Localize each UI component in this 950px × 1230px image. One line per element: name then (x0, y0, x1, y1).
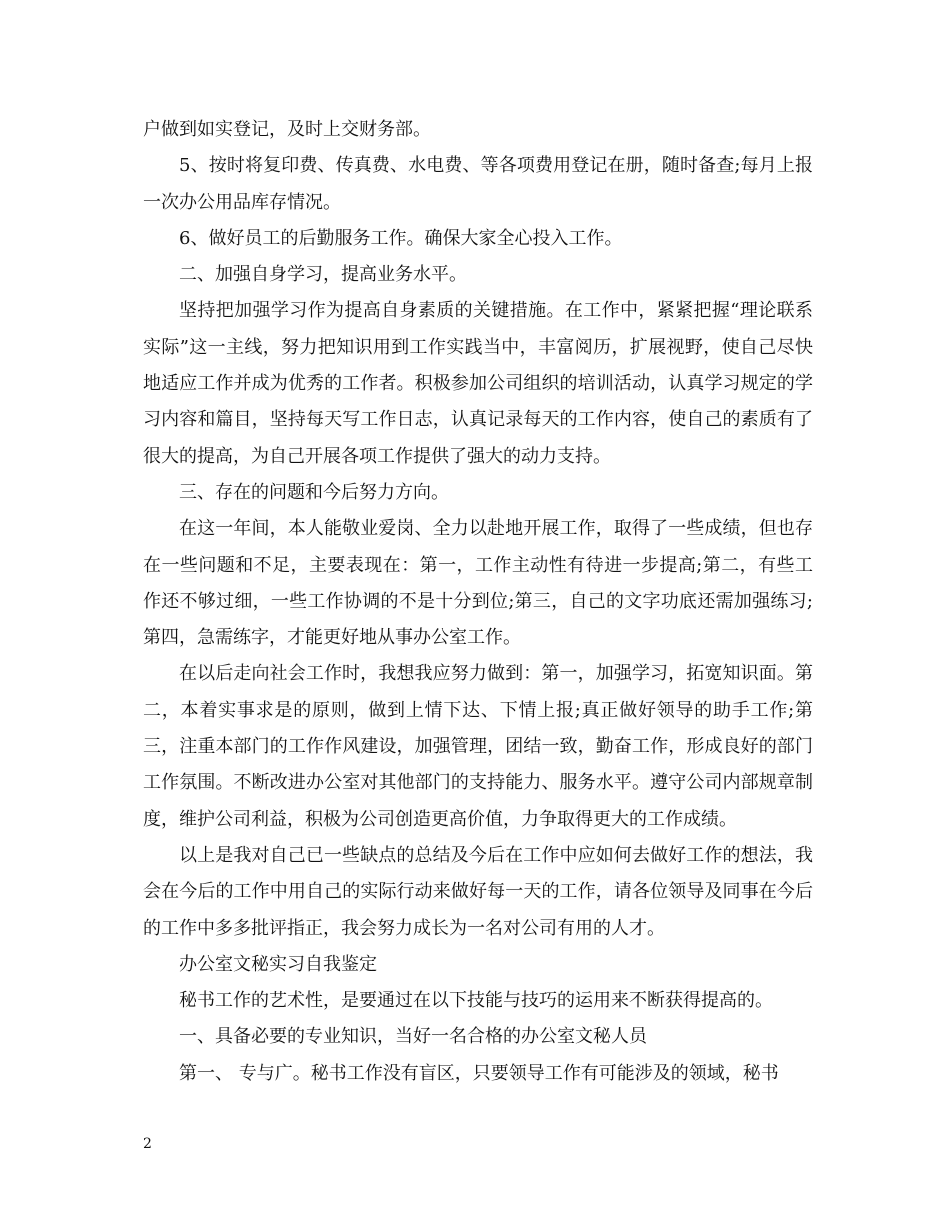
section-heading: 一、具备必要的专业知识，当好一名合格的办公室文秘人员 (179, 1026, 647, 1048)
document-title: 办公室文秘实习自我鉴定 (179, 953, 377, 975)
document-body (143, 112, 813, 1092)
paragraph: 秘书工作的艺术性，是要通过在以下技能与技巧的运用来不断获得提高的。 (179, 990, 773, 1012)
section-heading: 三、存在的问题和今后努力方向。 (179, 481, 449, 503)
paragraph: 坚持把加强学习作为提高自身素质的关键措施。在工作中，紧紧把握“理论联系实际”这一主线，努力把知识用到工作实践当中，丰富阅历，扩展视野，使自己尽快地适应工作并成为优秀的工作者。积极参加公司组织的培训活动，认真学习规定的学习内容和篇目，坚持每天写工作日志，认真记录每天的工作内容，使自己的素质有了很大的提高，为自己开展各项工作提供了强大的动力支持。 (143, 300, 813, 467)
paragraph: 第一、 专与广。秘书工作没有盲区，只要领导工作有可能涉及的领域，秘书 (179, 1062, 779, 1084)
paragraph: 以上是我对自己已一些缺点的总结及今后在工作中应如何去做好工作的想法，我会在今后的工作中用自己的实际行动来做好每一天的工作，请各位领导及同事在今后的工作中多多批评指正，我会努力成长为一名对公司有用的人才。 (143, 844, 813, 939)
section-heading: 二、加强自身学习，提高业务水平。 (179, 264, 467, 286)
paragraph: 在以后走向社会工作时，我想我应努力做到：第一，加强学习，拓宽知识面。第二，本着实事求是的原则，做到上情下达、下情上报;真正做好领导的助手工作;第三，注重本部门的工作作风建设，加强管理，团结一致，勤奋工作，形成良好的部门工作氛围。不断改进办公室对其他部门的支持能力、服务水平。遵守公司内部规章制度，维护公司利益，积极为公司创造更高价值，力争取得更大的工作成绩。 (143, 663, 813, 830)
paragraph: 户做到如实登记，及时上交财务部。 (143, 119, 431, 140)
page-number: 2 (143, 1136, 152, 1152)
paragraph: 5、按时将复印费、传真费、水电费、等各项费用登记在册，随时备查;每月上报一次办公用品库存情况。 (143, 155, 813, 213)
paragraph: 6、做好员工的后勤服务工作。确保大家全心投入工作。 (179, 227, 623, 249)
paragraph: 在这一年间，本人能敬业爱岗、全力以赴地开展工作，取得了一些成绩，但也存在一些问题和不足，主要表现在：第一，工作主动性有待进一步提高;第二，有些工作还不够过细，一些工作协调的不是十分到位;第三，自己的文字功底还需加强练习;第四，急需练字，才能更好地从事办公室工作。 (143, 518, 813, 649)
